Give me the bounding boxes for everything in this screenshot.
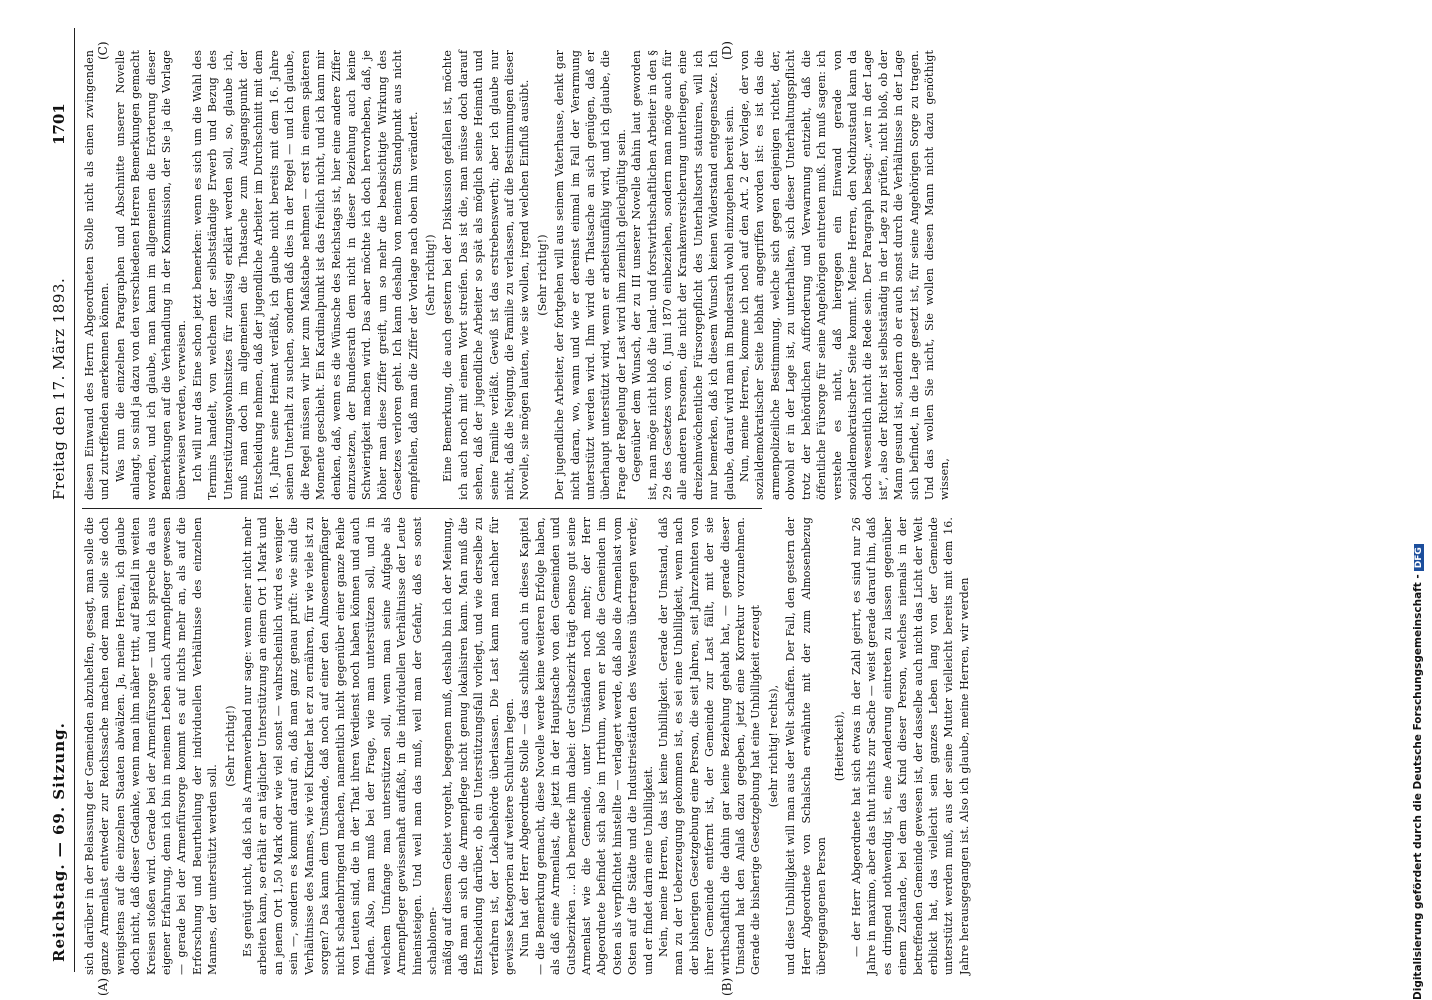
text-column-right <box>82 50 952 500</box>
page-number: 1701 <box>50 103 68 145</box>
paragraph: Ich will nur das Eine schon jetzt bemerken: wenn es sich um die Wahl des Termins handelt, von welchem der selbstständige Erwerb und Bezug des Unterstützungswohnsitzes für zulässig erklärt werden soll, so, glaube ich, muß man doch im allgemeinen die Thatsache zum Ausgangspunkt der Entscheidung nehmen, daß der jugendliche Arbeiter im Durchschnitt mit dem 16. Jahre seine Heimat verläßt, ich glaube nicht bereits mit dem 16. Jahre seinen Unterhalt zu suchen, sondern daß dies in der Regel — und ich glaube, die Regel müssen wir hier zum Maßstabe nehmen — erst in einem späteren Momente geschieht. Ein Kardinalpunkt ist das freilich nicht, und ich kann mir denken, daß, wenn es die Wünsche des Reichstags ist, hier eine andere Ziffer einzusetzen, der Bundesrath dem nicht in dieser Beziehung auch keine Schwierigkeit machen wird. Das aber möchte ich doch hervorheben, daß, je höher man diese Ziffer greift, um so mehr die beabsichtigte Wirkung des Gesetzes verloren geht. Ich kann deshalb von meinem Standpunkt aus nicht empfehlen, daß man die Ziffer der Vorlage nach oben hin verändert. <box>190 50 420 500</box>
text-column-left <box>82 517 971 975</box>
header-title: Reichstag. — 69. Sitzung. <box>50 722 68 962</box>
interjection: (Heiterkeit), <box>832 710 846 782</box>
paragraph: Eine Bemerkung, die auch gestern bei der Diskussion gefallen ist, möchte ich auch noch mit einem Wort streifen. Das ist die, man müsse doch darauf sehen, daß der jugendliche Arbeiter so spät als möglich seine Heimath und seine Familie verläßt. Gewiß ist das erstrebenswerth; aber ich glaube nur nicht, daß die Neigung, die Familie zu verlassen, auf die Bestimmungen dieser Novelle, sie mögen lauten, wie sie wollen, irgend welchen Einfluß ausübt. <box>441 50 532 500</box>
paragraph: Was nun die einzelnen Paragraphen und Abschnitte unserer Novelle anlangt, so sind ja dazu von den verschiedenen Herren Bemerkungen gemacht worden, und ich glaube, man kann im allgemeinen die Erörterung dieser Bemerkungen auf die Verhandlung in der Kommission, der Sie ja die Vorlage überweisen werden, verweisen. <box>113 50 189 500</box>
margin-marker-b: (B) <box>720 977 734 996</box>
paragraph: mäßig auf diesem Gebiet vorgeht, begegnen muß, deshalb bin ich der Meinung, daß man an sich die Armenpflege nicht genug lokalisiren kann. Man muß die Entscheidung darüber, ob ein Unterstützungsfall vorliegt, und wie derselbe zu verfahren ist, der Lokalbehörde überlassen. Die Last kann man nachher für gewisse Kategorien auf weitere Schultern legen. <box>441 517 516 975</box>
interjection: (Sehr richtig!) <box>423 234 437 316</box>
running-header-left <box>50 542 68 962</box>
header-rule <box>74 28 75 972</box>
paragraph: — der Herr Abgeordnete hat sich etwas in der Zahl geirrt, es sind nur 26 Jahre in maximo, aber das thut nichts zur Sache — weist gerade darauf hin, daß es dringend nothwendig ist, eine Aenderung eintreten zu lassen gegenüber einem Zustande, bei dem das Kind dieser Person, welches niemals in der betreffenden Gemeinde gewesen ist, der dasselbe auch nicht das Licht der Welt erblickt hat, das vielleicht sein ganzes Leben lang von der Gemeinde unterstützt werden muß, aus der seine Mutter vielleicht bereits mit dem 16. Jahre herausgegangen ist. Also ich glaube, meine Herren, wir werden <box>849 517 971 975</box>
interjection: (Sehr richtig!) <box>223 705 237 787</box>
dfg-logo: DFG <box>1414 544 1424 571</box>
paragraph: Der jugendliche Arbeiter, der fortgehen will aus seinem Vaterhause, denkt gar nicht daran, wo, wann und wie er dereinst einmal im Fall der Verarmung unterstützt werden wird. Ihm wird die Thatsache an sich genügen, daß er überhaupt unterstützt wird, wenn er arbeitsunfähig wird, und ich glaube, die Frage der Regelung der Last wird ihm ziemlich gleichgültig sein. <box>553 50 628 500</box>
margin-marker-a: (A) <box>96 977 110 996</box>
credit-text: Digitalisierung gefördert durch die Deutsche Forschungsgemeinschaft - <box>1412 574 1424 1000</box>
margin-marker-d: (D) <box>720 41 734 60</box>
running-header-right <box>50 70 68 500</box>
paragraph: diesen Einwand des Herrn Abgeordneten Stolle nicht als einen zwingenden und zutreffenden anerkennen können. <box>83 50 112 500</box>
column-divider <box>82 508 762 509</box>
paragraph: Nun, meine Herren, komme ich noch auf den Art. 2 der Vorlage, der von sozialdemokratischer Seite lebhaft angegriffen worden ist: es ist das die armenpolizeiliche Bestimmung, welche sich gegen denjenigen richtet, der, obwohl er in der Lage ist, zu unterhalten, sich dieser Unterhaltungspflicht trotz der behördlichen Aufforderung und Verwarnung entzieht, daß die öffentliche Fürsorge für seine Angehörigen eintreten muß. Ich muß sagen: ich verstehe es nicht, daß hiergegen ein Einwand gerade von sozialdemokratischer Seite kommt. Meine Herren, den Nothzustand kann da doch wesentlich nicht die Rede sein. Der Paragraph besagt: „wer in der Lage ist“, also der Richter ist selbstständig in der Lage zu prüfen, nicht bloß, ob der Mann gesund ist, sondern ob er auch sonst durch die Verhältnisse in der Lage sich befindet, in die Lage gesetzt ist, für seine Angehörigen Sorge zu tragen. Und das wollen Sie nicht, Sie wollen diesen Mann nicht dazu genöthigt wissen, <box>738 50 952 500</box>
paragraph: Nein, meine Herren, das ist keine Unbilligkeit. Gerade der Umstand, daß man zu der Ueberzeugung gekommen ist, es sei eine Unbilligkeit, wenn nach der bisherigen Gesetzgebung eine Person, die seit Jahren, seit Jahrzehnten von ihrer Gemeinde entfernt ist, der Gemeinde zur Last fällt, mit der sie wirthschaftlich die dahin gar keine Beziehung gehabt hat, — gerade dieser Umstand hat den Anlaß dazu gegeben, jetzt eine Korrektur vorzunehmen. Gerade die bisherige Gesetzgebung hat eine Unbilligkeit erzeugt <box>657 517 763 975</box>
header-date: Freitag den 17. März 1893. <box>50 277 68 500</box>
interjection: (Sehr richtig!) <box>535 234 549 316</box>
interjection: (sehr richtig! rechts), <box>766 684 780 808</box>
paragraph: und diese Unbilligkeit will man aus der Welt schaffen. Der Fall, den gestern der Herr Abgeordnete von Schalscha erwähnte mit der zum Almosenbezug übergegangenen Person <box>784 517 829 975</box>
paragraph: Es genügt nicht, daß ich als Armenverband nur sage: wenn einer nicht mehr arbeiten kann, so erhält er an täglicher Unterstützung an einem Ort 1 Mark und an jenem Ort 1,50 Mark oder wie viel sonst — wahrscheinlich wird es weniger sein —, sondern es kommt darauf an, daß man ganz genau prüft: wie sind die Verhältnisse des Mannes, wie viel Kinder hat er zu ernähren, für wie viele ist zu sorgen? Das kann dem Umstande, daß noch auf einer den Almosenempfänger nicht schadenbringend machen, namentlich nicht gegenüber einer ganze Reihe von Leuten sind, die in der That ihren Verdienst noch haben können und auch finden. Also, man muß bei der Frage, wie man unterstützen soll, und in welchem Umfange man unterstützen soll, wenn man seine Aufgabe als Armenpfleger gewissenhaft auffaßt, in die individuellen Verhältnisse der Leute hineinsteigen. Und weil man das muß, weil man der Gefahr, daß es sonst schablonen- <box>241 517 439 975</box>
paragraph: Gegenüber dem Wunsch, der zu III unserer Novelle dahin laut geworden ist, man möge nicht bloß die land- und forstwirthschaftlichen Arbeiter in den § 29 des Gesetzes vom 6. Juni 1870 einbeziehen, sondern man möge auch für alle anderen Personen, die nicht der Krankenversicherung unterliegen, eine dreizehnwöchentliche Fürsorgepflicht des Unterhaltsorts statuiren, will ich nur bemerken, daß ich diesem Wunsch keinen Widerstand entgegensetze. Ich glaube, darauf wird man im Bundesrath wohl einzugehen bereit sein. <box>630 50 736 500</box>
digitization-credit <box>1412 544 1424 1000</box>
margin-marker-c: (C) <box>96 41 110 60</box>
paragraph: sich darüber in der Belassung der Gemeinden abzuhelfen, gesagt, man solle die ganze Armenlast entweder zur Reichssache machen oder man solle sie doch wenigstens auf die einzelnen Staaten abwälzen. Ja, meine Herren, ich glaube doch nicht, daß dieser Gedanke, wenn man ihm näher tritt, auf Beifall in weiten Kreisen stoßen wird. Gerade bei der Armenfürsorge — und ich spreche da aus eigener Erfahrung, denn ich bin in meinem Leben auch Armenpfleger gewesen — gerade bei der Armenfürsorge kommt es auf nichts mehr an, als auf die Erforschung und Beurtheilung der individuellen Verhältnisse des einzelnen Mannes, der unterstützt werden soll. <box>83 517 220 975</box>
paragraph: Nun hat der Herr Abgeordnete Stolle — das schließt auch in dieses Kapitel — die Bemerkung gemacht, diese Novelle werde keine weiteren Erfolge haben, als daß eine Armenlast, die jetzt in der Hauptsache von den Gemeinden und Gutsbezirken ... ich bemerke ihm dabei: der Gutsbezirk trägt ebenso gut seine Armenlast wie die Gemeinde, unter Umständen noch mehr; der Herr Abgeordnete befindet sich also im Irrthum, wenn er bloß die Gemeinden im Osten als verpflichtet hinstellte — verlagert werde, daß also die Armenlast vom Osten auf die Städte und die Industriestädten des Westens übertragen werde; und er findet darin eine Unbilligkeit. <box>518 517 655 975</box>
